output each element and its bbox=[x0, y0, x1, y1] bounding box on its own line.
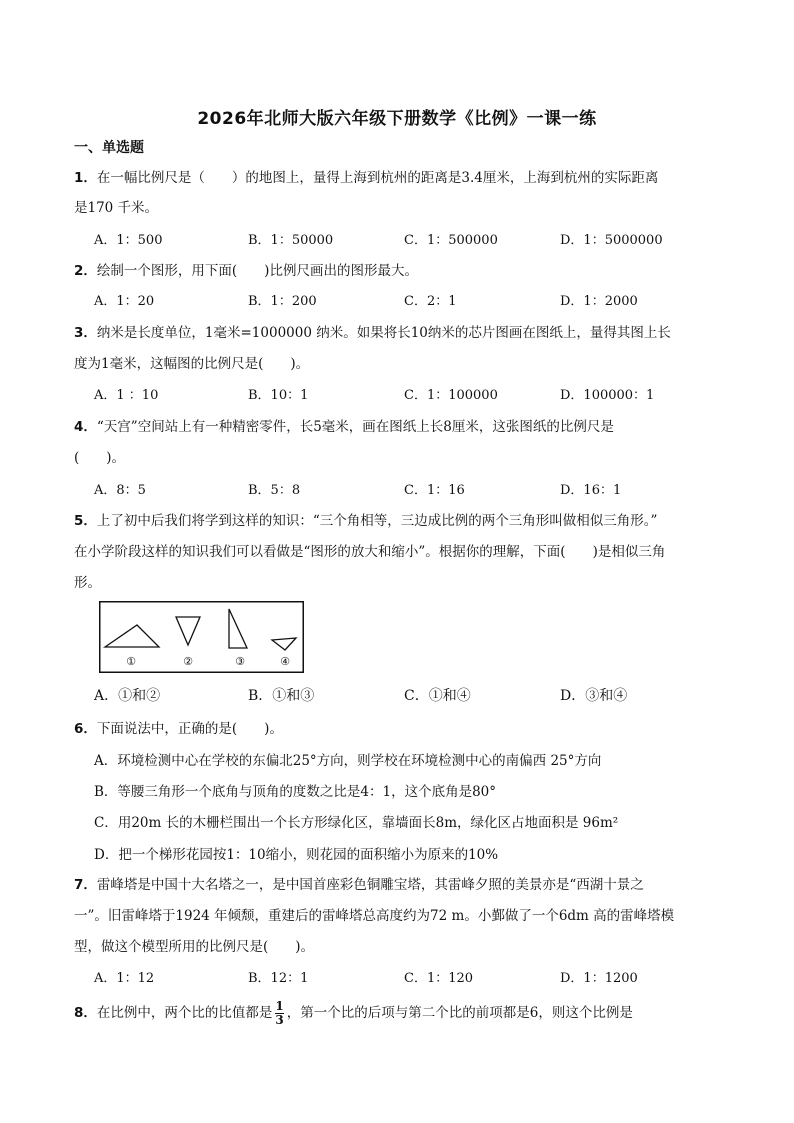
question-4-line2: ( )。 bbox=[74, 450, 126, 466]
option-c[interactable]: C．①和④ bbox=[404, 688, 471, 704]
option-c[interactable]: C．1：100000 bbox=[404, 388, 498, 403]
option-d[interactable]: D．③和④ bbox=[560, 688, 628, 704]
question-text: 上了初中后我们将学到这样的知识：“三个角相等，三边成比例的两个三角形叫做相似三角形。” bbox=[96, 513, 658, 529]
question-number: 4． bbox=[74, 419, 97, 435]
option-c[interactable]: C．1：16 bbox=[404, 483, 465, 498]
option-b[interactable]: B．10：1 bbox=[248, 388, 309, 403]
question-5 bbox=[74, 509, 657, 529]
fraction bbox=[275, 1000, 283, 1027]
page-title: 2026年北师大版六年级下册数学《比例》一课一练 bbox=[197, 109, 597, 129]
question-1 bbox=[74, 166, 658, 186]
question-number: 1． bbox=[74, 170, 97, 186]
question-text: 绘制一个图形，用下面( )比例尺画出的图形最大。 bbox=[96, 263, 418, 279]
option-d[interactable]: D．1：1200 bbox=[560, 971, 638, 986]
fraction-numerator: 1 bbox=[275, 999, 284, 1013]
question-number: 7． bbox=[74, 877, 97, 893]
question-7 bbox=[74, 873, 644, 893]
question-number: 3． bbox=[74, 325, 97, 341]
triangle-label-4: ④ bbox=[280, 655, 290, 668]
question-text: 纳米是长度单位，1毫米=1000000 纳米。如果将长10纳米的芯片图画在图纸上，量得其图上长 bbox=[96, 325, 671, 341]
question-6 bbox=[74, 717, 283, 737]
triangle-label-1: ① bbox=[126, 655, 136, 668]
triangle-2 bbox=[176, 617, 200, 645]
option-c[interactable]: C．2：1 bbox=[404, 294, 457, 309]
option-b[interactable]: B．等腰三角形一个底角与顶角的度数之比是4：1，这个底角是80° bbox=[94, 784, 497, 800]
triangle-label-2: ② bbox=[183, 655, 193, 668]
triangle-label-3: ③ bbox=[235, 655, 245, 668]
option-a[interactable]: A．1：20 bbox=[94, 294, 155, 309]
option-a[interactable]: A．1 ：10 bbox=[94, 388, 159, 403]
option-c[interactable]: C．1：120 bbox=[404, 971, 474, 986]
option-c[interactable]: C．用20m 长的木栅栏围出一个长方形绿化区，靠墙面长8m，绿化区占地面积是 96m² bbox=[94, 815, 619, 831]
question-7-line3: 型，做这个模型所用的比例尺是( )。 bbox=[74, 939, 315, 955]
question-2 bbox=[74, 259, 418, 279]
question-number: 8． bbox=[74, 1005, 97, 1021]
question-text: 雷峰塔是中国十大名塔之一，是中国首座彩色铜雕宝塔，其雷峰夕照的美景亦是“西湖十景之 bbox=[96, 877, 644, 893]
option-d[interactable]: D．把一个梯形花园按1：10缩小，则花园的面积缩小为原来的10% bbox=[94, 847, 499, 863]
option-b[interactable]: B．1：50000 bbox=[248, 233, 334, 248]
question-1-line2: 是170 千米。 bbox=[74, 200, 159, 216]
option-a[interactable]: A．1：12 bbox=[94, 971, 155, 986]
triangle-1 bbox=[105, 625, 159, 647]
question-3-line2: 度为1毫米，这幅图的比例尺是( )。 bbox=[74, 356, 310, 372]
question-5-line2: 在小学阶段这样的知识我们可以看做是“图形的放大和缩小”。根据你的理解，下面( )是相似三角 bbox=[74, 544, 666, 560]
option-b[interactable]: B．5：8 bbox=[248, 483, 301, 498]
option-b[interactable]: B．1：200 bbox=[248, 294, 317, 309]
option-b[interactable]: B．①和③ bbox=[248, 688, 315, 704]
question-3 bbox=[74, 321, 671, 341]
question-number: 2． bbox=[74, 263, 97, 279]
triangle-4 bbox=[272, 638, 296, 650]
option-a[interactable]: A．①和② bbox=[94, 688, 161, 704]
question-text-cont: ，第一个比的后项与第二个比的前项都是6，则这个比例是 bbox=[286, 1005, 633, 1021]
question-text: 在一幅比例尺是（ ）的地图上，量得上海到杭州的距离是3.4厘米，上海到杭州的实际距离 bbox=[96, 170, 659, 186]
option-c[interactable]: C．1：500000 bbox=[404, 233, 498, 248]
option-d[interactable]: D．16：1 bbox=[560, 483, 622, 498]
question-number: 6． bbox=[74, 721, 97, 737]
question-5-line3: 形。 bbox=[74, 575, 101, 591]
section-heading: 一、单选题 bbox=[74, 140, 144, 156]
question-text: “天宫”空间站上有一种精密零件，长5毫米，画在图纸上长8厘米，这张图纸的比例尺是 bbox=[96, 419, 614, 435]
option-b[interactable]: B．12：1 bbox=[248, 971, 309, 986]
question-text: 在比例中，两个比的比值都是 bbox=[96, 1005, 273, 1021]
option-d[interactable]: D．100000：1 bbox=[560, 388, 655, 403]
triangle-3 bbox=[229, 609, 247, 648]
option-a[interactable]: A．8：5 bbox=[94, 483, 146, 498]
option-d[interactable]: D．1：2000 bbox=[560, 294, 638, 309]
option-a[interactable]: A．环境检测中心在学校的东偏北25°方向，则学校在环境检测中心的南偏西 25°方向 bbox=[94, 753, 602, 769]
question-4 bbox=[74, 415, 614, 435]
option-d[interactable]: D．1：5000000 bbox=[560, 233, 663, 248]
question-8 bbox=[74, 1000, 633, 1027]
fraction-denominator: 3 bbox=[275, 1013, 284, 1027]
question-number: 5． bbox=[74, 513, 97, 529]
option-a[interactable]: A．1：500 bbox=[94, 233, 163, 248]
question-7-line2: 一”。旧雷峰塔于1924 年倾颓，重建后的雷峰塔总高度约为72 m。小鄞做了一个6dm 高的雷峰塔模 bbox=[74, 908, 675, 924]
question-text: 下面说法中，正确的是( )。 bbox=[96, 721, 283, 737]
triangles-figure bbox=[99, 601, 304, 673]
